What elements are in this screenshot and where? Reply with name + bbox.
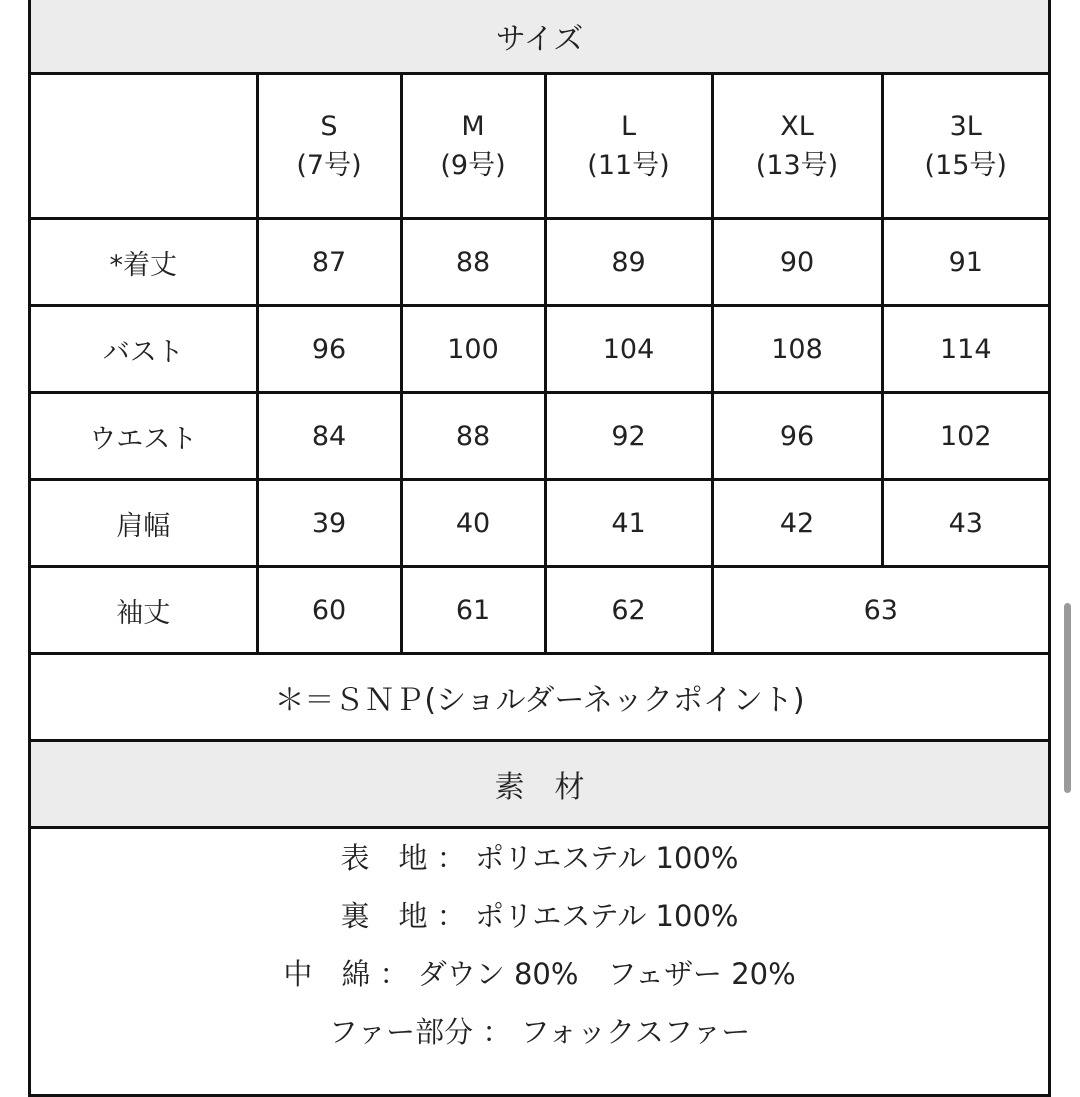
empty-corner-cell <box>31 75 257 219</box>
size-table <box>31 75 1048 652</box>
table-row-bust <box>31 306 1048 393</box>
material-line-filling: 中 綿 ： ダウン 80% フェザー 20% <box>283 957 796 991</box>
table-cell: 91 <box>882 219 1048 306</box>
table-cell: 96 <box>712 393 882 480</box>
material-title-text: 素 材 <box>494 770 585 805</box>
table-row-length <box>31 219 1048 306</box>
size-column-header <box>882 75 1048 219</box>
table-cell: 100 <box>401 306 545 393</box>
size-header-row <box>31 75 1048 219</box>
row-label: ウエスト <box>31 393 257 480</box>
snp-note <box>31 655 1048 739</box>
table-cell: 88 <box>401 393 545 480</box>
table-row-sleeve <box>31 567 1048 653</box>
row-label: *着丈 <box>31 219 257 306</box>
table-row-waist <box>31 393 1048 480</box>
size-number: (13号) <box>755 150 839 181</box>
table-cell: 61 <box>401 567 545 653</box>
size-code: M <box>461 110 485 142</box>
table-cell: 62 <box>545 567 712 653</box>
size-column-header <box>257 75 401 219</box>
table-cell: 88 <box>401 219 545 306</box>
table-cell: 114 <box>882 306 1048 393</box>
size-section-title <box>31 0 1048 72</box>
material-list <box>31 829 1048 1061</box>
vertical-scrollbar[interactable] <box>1064 603 1071 793</box>
size-number: (9号) <box>440 150 506 181</box>
size-code: 3L <box>949 110 982 142</box>
size-number: (7号) <box>296 150 362 181</box>
table-cell-merged: 63 <box>712 567 1048 653</box>
size-column-header <box>712 75 882 219</box>
table-cell: 92 <box>545 393 712 480</box>
table-cell: 39 <box>257 480 401 567</box>
size-code: XL <box>780 110 814 142</box>
table-cell: 89 <box>545 219 712 306</box>
snp-note-text: ＊＝ＳＮＰ(ショルダーネックポイント) <box>274 683 805 718</box>
material-line-lining: 裏 地 ： ポリエステル 100% <box>340 899 739 933</box>
table-cell: 60 <box>257 567 401 653</box>
row-label: 袖丈 <box>31 567 257 653</box>
size-title-text: サイズ <box>495 22 584 57</box>
material-line-fur: ファー部分 ： フォックスファー <box>328 1015 751 1049</box>
size-code: S <box>320 110 338 142</box>
material-section-title <box>31 742 1048 826</box>
table-cell: 108 <box>712 306 882 393</box>
table-cell: 43 <box>882 480 1048 567</box>
table-cell: 42 <box>712 480 882 567</box>
size-code: L <box>620 110 637 142</box>
table-cell: 104 <box>545 306 712 393</box>
material-line-outer: 表 地 ： ポリエステル 100% <box>340 841 739 875</box>
table-cell: 84 <box>257 393 401 480</box>
table-cell: 87 <box>257 219 401 306</box>
size-number: (11号) <box>587 150 670 181</box>
table-cell: 40 <box>401 480 545 567</box>
table-cell: 96 <box>257 306 401 393</box>
table-row-shoulder <box>31 480 1048 567</box>
row-label: 肩幅 <box>31 480 257 567</box>
table-cell: 41 <box>545 480 712 567</box>
table-cell: 90 <box>712 219 882 306</box>
row-label: バスト <box>31 306 257 393</box>
size-column-header <box>545 75 712 219</box>
size-chart-card <box>28 0 1051 1097</box>
size-number: (15号) <box>924 150 1007 181</box>
table-cell: 102 <box>882 393 1048 480</box>
size-column-header <box>401 75 545 219</box>
